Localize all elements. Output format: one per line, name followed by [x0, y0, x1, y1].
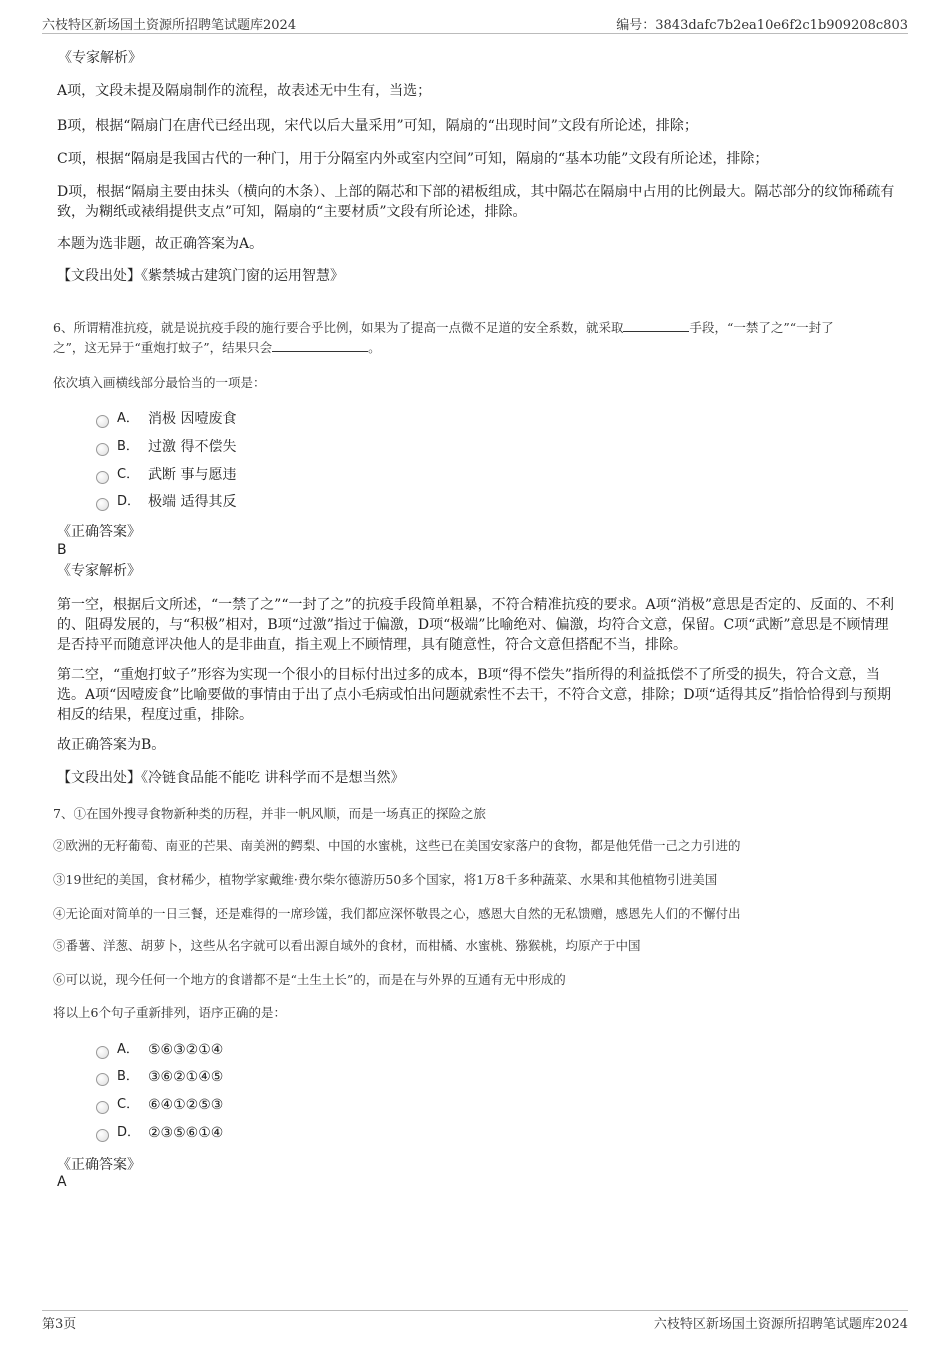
page-number: 第3页: [42, 1317, 77, 1332]
question-7-sentence-3: ③19世纪的美国，食材稀少，植物学家戴维·费尔柴尔德游历50多个国家，将1万8千多种蔬菜、水果和其他植物引进美国: [53, 872, 718, 887]
analysis-label: 《专家解析》: [57, 563, 141, 579]
question-7-sentence-6: ⑥可以说，现今任何一个地方的食谱都不是“土生土长”的，而是在与外界的互通有无中形成的: [53, 972, 566, 987]
analysis-option-b: B项，根据“隔扇门在唐代已经出现，宋代以后大量采用”可知，隔扇的“出现时间”文段有所论述，排除；: [57, 118, 698, 134]
blank-2: [272, 339, 368, 352]
source-citation: 【文段出处】《紫禁城古建筑门窗的运用智慧》: [57, 268, 344, 284]
radio-button[interactable]: [96, 443, 109, 456]
radio-button[interactable]: [96, 1129, 109, 1142]
analysis-option-d: D项，根据“隔扇主要由抹头（横向的木条）、上部的隔芯和下部的裙板组成，其中隔芯在隔扇中占用的比例最大。隔芯部分的纹饰稀疏有致，为糊纸或裱绢提供支点”可知，隔扇的“主要材质”文段有所论述，排除。: [57, 184, 895, 220]
radio-button[interactable]: [96, 415, 109, 428]
radio-button[interactable]: [96, 1046, 109, 1059]
blank-1: [623, 319, 689, 332]
page-header: [42, 14, 908, 34]
analysis-conclusion: 故正确答案为B。: [57, 737, 166, 753]
header-title: 六枝特区新场国土资源所招聘笔试题库2024: [42, 18, 297, 33]
question-6-instruction: 依次填入画横线部分最恰当的一项是：: [53, 375, 266, 390]
footer-divider: [42, 1310, 908, 1311]
question-7-sentence-4: ④无论面对简单的一日三餐，还是难得的一席珍馐，我们都应深怀敬畏之心，感恩大自然的无私馈赠，感恩先人们的不懈付出: [53, 906, 741, 921]
question-7-sentence-5: ⑤番薯、洋葱、胡萝卜，这些从名字就可以看出源自域外的食材，而柑橘、水蜜桃、猕猴桃，均原产于中国: [53, 938, 641, 953]
question-6-stem: 6、所谓精准抗疫，就是说抗疫手段的施行要合乎比例，如果为了提高一点微不足道的安全系数，就采取 手段，“一禁了之”“一封了 之”，这无异于“重炮打蚊子”，结果只会 。: [53, 320, 834, 355]
question-7-instruction: 将以上6个句子重新排列，语序正确的是：: [53, 1005, 286, 1020]
radio-button[interactable]: [96, 1073, 109, 1086]
answer-value: B: [57, 542, 67, 558]
answer-label: 《正确答案》: [57, 1157, 141, 1173]
radio-button[interactable]: [96, 1101, 109, 1114]
analysis-option-c: C项，根据“隔扇是我国古代的一种门，用于分隔室内外或室内空间”可知，隔扇的“基本功能”文段有所论述，排除；: [57, 151, 769, 167]
analysis-paragraph-2: 第二空，“重炮打蚊子”形容为实现一个很小的目标付出过多的成本，B项“得不偿失”指所得的利益抵偿不了所受的损失，符合文意，当选。A项“因噎废食”比喻要做的事情由于出了点小毛病或怕出问题就索性不去干，不符合文意，排除；D项“适得其反”指恰恰得到与预期相反的结果，程度过重，排除。: [57, 667, 891, 723]
source-citation: 【文段出处】《冷链食品能不能吃 讲科学而不是想当然》: [57, 770, 405, 786]
radio-button[interactable]: [96, 498, 109, 511]
radio-button[interactable]: [96, 471, 109, 484]
header-code: 编号：3843dafc7b2ea10e6f2c1b909208c803: [616, 18, 908, 33]
analysis-label: 《专家解析》: [58, 50, 142, 66]
header-divider: [42, 33, 908, 34]
page-footer: [42, 1313, 908, 1333]
answer-value: A: [57, 1174, 67, 1190]
question-7-sentence-2: ②欧洲的无籽葡萄、南亚的芒果、南美洲的鳄梨、中国的水蜜桃，这些已在美国安家落户的食物，都是他凭借一己之力引进的: [53, 838, 741, 853]
footer-title: 六枝特区新场国土资源所招聘笔试题库2024: [653, 1317, 908, 1332]
analysis-paragraph-1: 第一空，根据后文所述，“一禁了之”“一封了之”的抗疫手段简单粗暴，不符合精准抗疫的要求。A项“消极”意思是否定的、反面的、不利的、阻碍发展的，与“积极”相对，B项“过激”指过于偏激，D项“极端”比喻绝对、偏激，均符合文意，保留。C项“武断”意思是不顾情理是否持平而随意评决他人的是非曲直，指主观上不顾情理，具有随意性，符合文意但搭配不当，排除。: [57, 597, 895, 653]
analysis-option-a: A项，文段未提及隔扇制作的流程，故表述无中生有，当选；: [57, 83, 432, 99]
answer-label: 《正确答案》: [57, 524, 141, 540]
analysis-conclusion: 本题为选非题，故正确答案为A。: [57, 236, 264, 252]
question-7-sentence-1: 7、①在国外搜寻食物新种类的历程，并非一帆风顺，而是一场真正的探险之旅: [53, 806, 486, 821]
